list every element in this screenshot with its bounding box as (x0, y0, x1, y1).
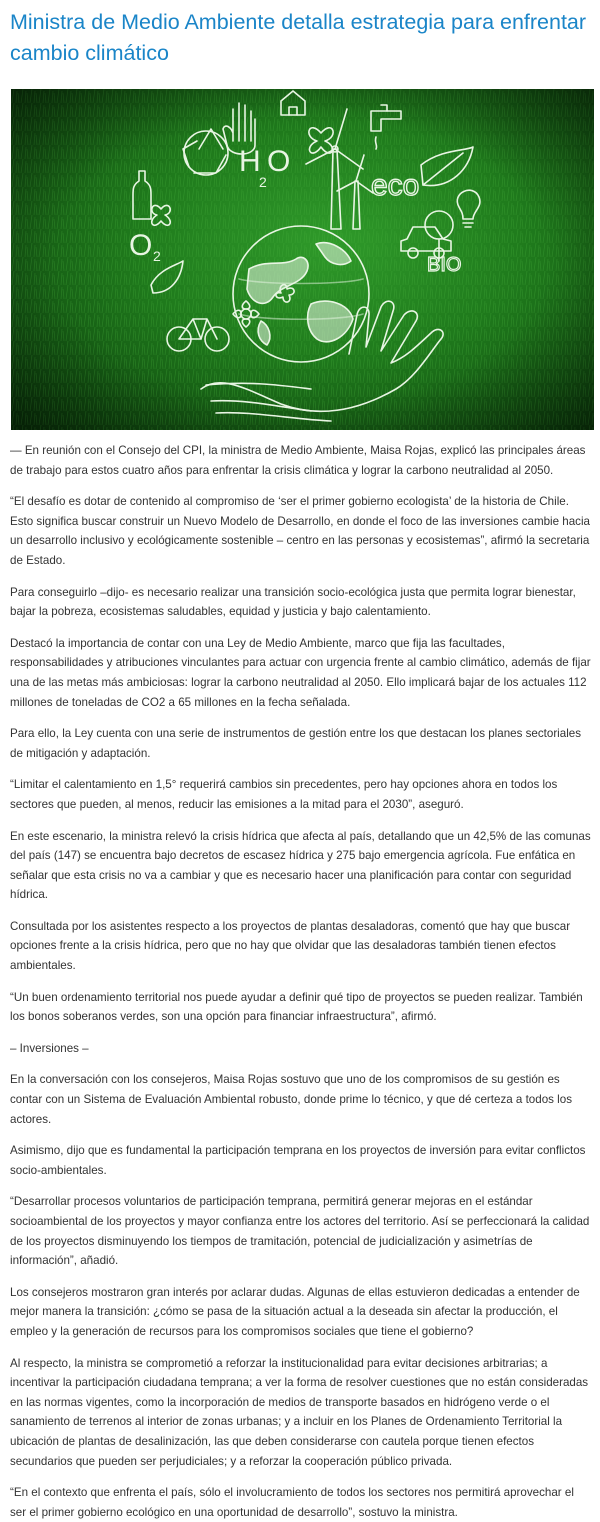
article-body (10, 441, 592, 1522)
image-eco-label: eco (371, 169, 420, 202)
paragraph: Para conseguirlo –dijo- es necesario realizar una transición socio-ecológica justa que permita lograr bienestar, bajar la pobreza, ecosistemas saludables, equidad y justicia y bajo calentamiento. (10, 585, 576, 619)
paragraph: En la conversación con los consejeros, Maisa Rojas sostuvo que uno de los compromisos de su gestión es contar con un Sistema de Evaluación Ambiental robusto, donde prime lo técnico, y que dé certeza a todos los actores. (10, 1073, 572, 1126)
paragraph: “Desarrollar procesos voluntarios de participación temprana, permitirá generar mejoras en el estándar socioambiental de los proyectos y mayor confianza entre los actores del territorio. Así se perfeccionará la calidad de los proyectos disminuyendo los tiempos de tramitación, potencial de judicialización y asimetrías de información”, añadió. (10, 1195, 590, 1268)
article-title: Ministra de Medio Ambiente detalla estrategia para enfrentar cambio climático (10, 10, 587, 65)
paragraph: En este escenario, la ministra relevó la crisis hídrica que afecta al país, detallando que un 42,5% de las comunas del país (147) se encuentra bajo decretos de escasez hídrica y 275 bajo emergencia agrícola. Fue enfática en señalar que esta crisis no va a cambiar y que es necesario hacer una planificación para contar con seguridad hídrica. (10, 829, 591, 902)
paragraph: — En reunión con el Consejo del CPI, la ministra de Medio Ambiente, Maisa Rojas, explicó las principales áreas de trabajo para estos cuatro años para enfrentar la crisis climática y lograr la carbono neutralidad al 2050. (10, 444, 586, 477)
paragraph: Destacó la importancia de contar con una Ley de Medio Ambiente, marco que fija las facultades, responsabilidades y atribuciones vinculantes para actuar con urgencia frente al cambio climático, además de fijar una de las metas más ambiciosas: lograr la carbono neutralidad al 2050. Ello implicará bajar de los actuales 112 millones de toneladas de CO2 a 65 millones en la fecha señalada. (10, 636, 591, 709)
paragraph: Consultada por los asistentes respecto a los proyectos de plantas desaladoras, comentó que hay que buscar opciones frente a la crisis hídrica, pero que no hay que olvidar que las desaladoras también tienen efectos ambientales. (10, 919, 571, 973)
paragraph: Los consejeros mostraron gran interés por aclarar dudas. Algunas de ellas estuvieron dedicadas a entender de mejor manera la transición: ¿cómo se pasa de la situación actual a la deseada sin afectar la producción, el empleo y la generación de recursos para los compromisos sociales que tiene el gobierno? (10, 1285, 580, 1338)
paragraph: “En el contexto que enfrenta el país, sólo el involucramiento de todos los sectores nos permitirá aprovechar el ser el primer gobierno ecológico en una oportunidad de desarrollo”, sostuvo la ministra. (10, 1486, 574, 1519)
image-o2-2: 2 (153, 248, 161, 264)
paragraph: Para ello, la Ley cuenta con una serie de instrumentos de gestión entre los que destacan los planes sectoriales de mitigación y adaptación. (10, 727, 582, 760)
paragraph: “El desafío es dotar de contenido al compromiso de ‘ser el primer gobierno ecologista’ de la historia de Chile. Esto significa buscar construir un Nuevo Modelo de Desarrollo, en donde el foco de las inversiones cambie hacia un desarrollo inclusivo y ecológicamente sostenible – centro en las personas y ecosistemas”, afirmó la secretaria de Estado. (10, 495, 591, 567)
paragraph: Asimismo, dijo que es fundamental la participación temprana en los proyectos de inversión para evitar conflictos socio-ambientales. (10, 1144, 586, 1177)
paragraph: “Un buen ordenamiento territorial nos puede ayudar a definir qué tipo de proyectos se pueden realizar. También los bonos soberanos verdes, son una opción para financiar infraestructura”, afirmó. (10, 990, 583, 1024)
section-subheading: – Inversiones – (10, 1041, 89, 1055)
image-o2-o: O (129, 229, 153, 262)
image-h2o-h: H (239, 145, 261, 178)
image-h2o-2: 2 (259, 174, 267, 190)
image-h2o-o: O (267, 145, 291, 178)
hero-image (11, 89, 594, 430)
image-bio-label: BIO (427, 254, 462, 276)
paragraph: “Limitar el calentamiento en 1,5° requerirá cambios sin precedentes, pero hay opciones ahora en todos los sectores que pueden, al menos, reducir las emisiones a la mitad para el 2030”, aseguró. (10, 778, 558, 811)
paragraph: Al respecto, la ministra se comprometió a reforzar la institucionalidad para evitar decisiones arbitrarias; a incentivar la participación ciudadana temprana; a ver la forma de resolver cuestiones que no están consideradas en las normas vigentes, como la incorporación de medios de transporte basados en hidrógeno verde o el sanamiento de terrenos al interior de zonas urbanas; y a incluir en los Planes de Ordenamiento Territorial la ubicación de plantas de desalinización, las que deben considerarse con cautela porque tienen efectos secundarios que pueden ser perjudiciales; y a reforzar la cooperación público privada. (10, 1356, 589, 1468)
